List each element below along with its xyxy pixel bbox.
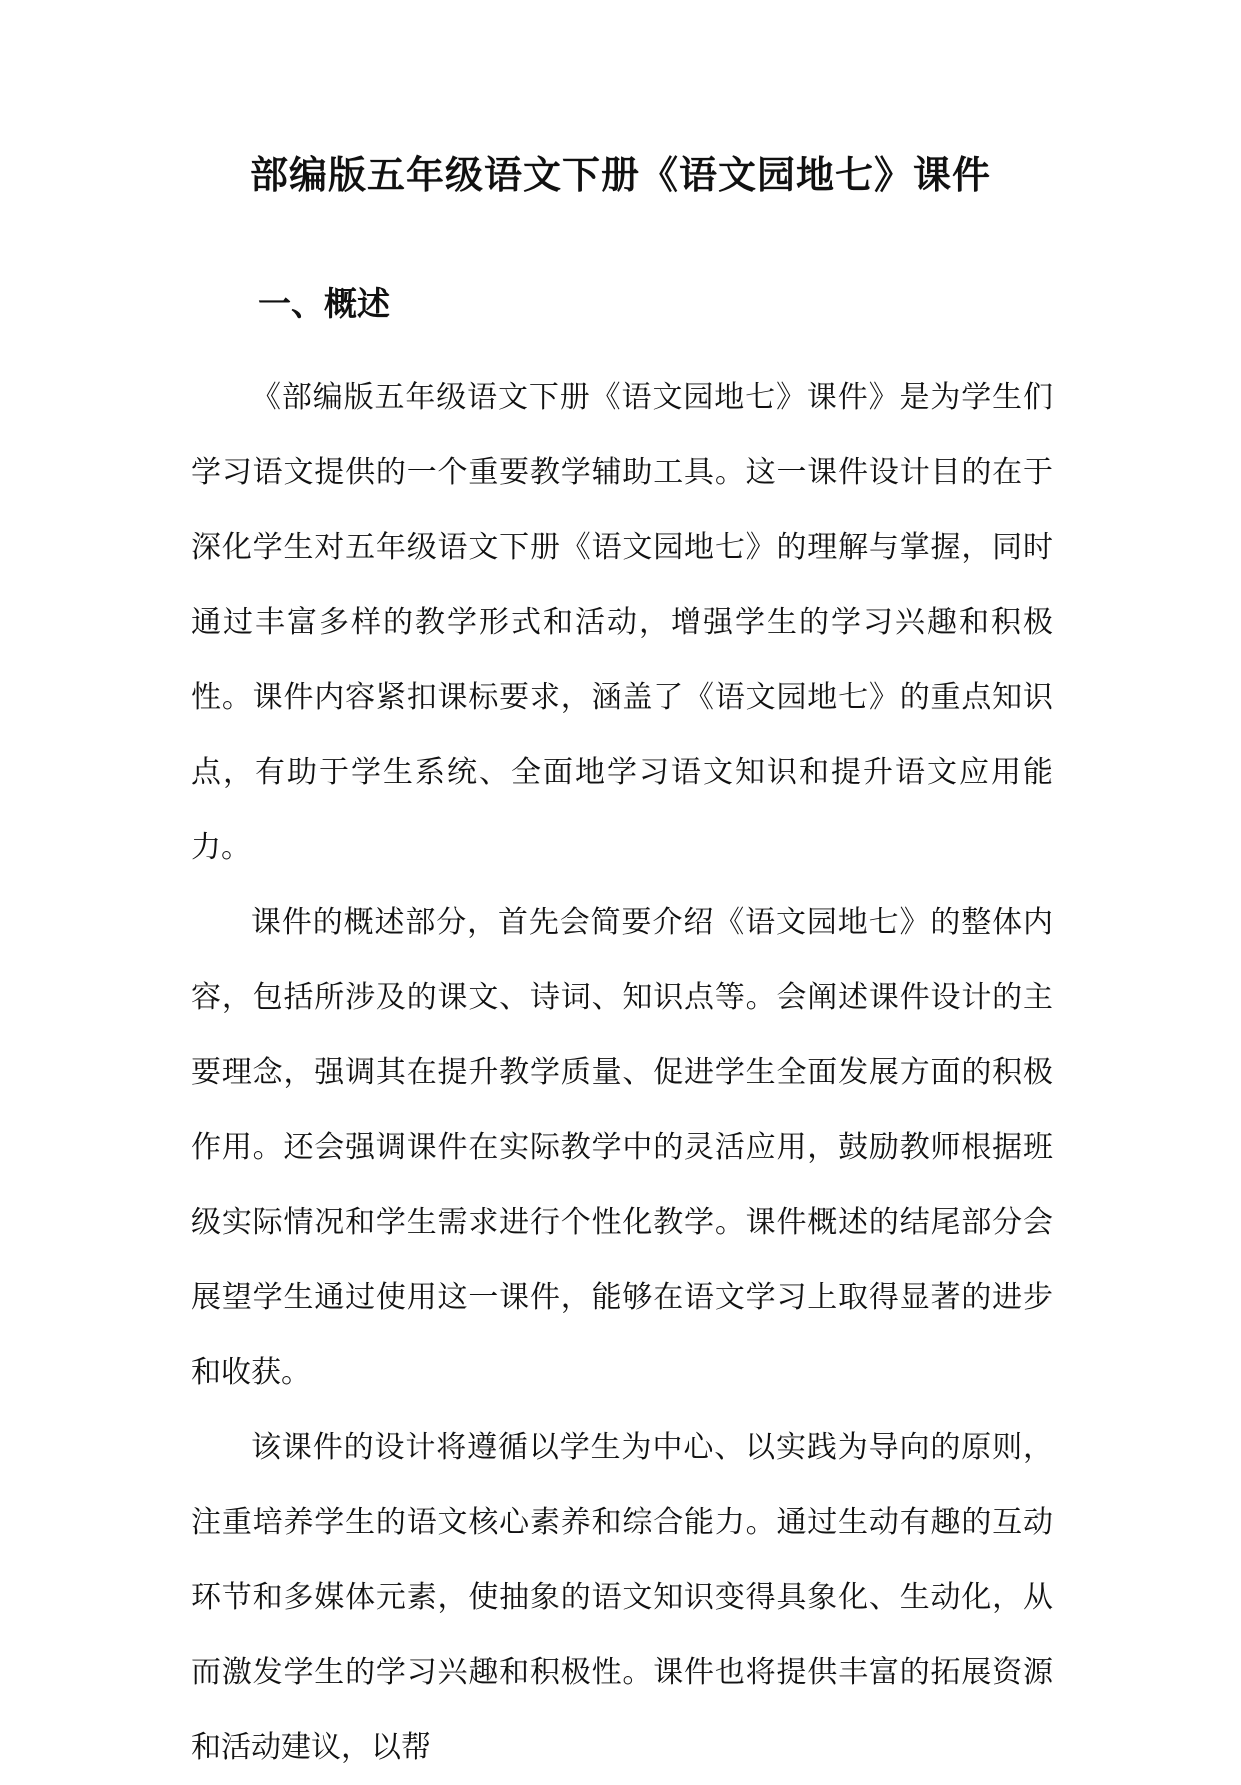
paragraph: 该课件的设计将遵循以学生为中心、以实践为导向的原则，注重培养学生的语文核心素养和综合能力。通过生动有趣的互动环节和多媒体元素，使抽象的语文知识变得具象化、生动化，从而激发学生的学习兴趣和积极性。课件也将提供丰富的拓展资源和活动建议，以帮 xyxy=(191,1430,1053,1765)
paragraph: 课件的概述部分，首先会简要介绍《语文园地七》的整体内容，包括所涉及的课文、诗词、知识点等。会阐述课件设计的主要理念，强调其在提升教学质量、促进学生全面发展方面的积极作用。还会强调课件在实际教学中的灵活应用，鼓励教师根据班级实际情况和学生需求进行个性化教学。课件概述的结尾部分会展望学生通过使用这一课件，能够在语文学习上取得显著的进步和收获。 xyxy=(191,905,1053,1390)
paragraph: 《部编版五年级语文下册《语文园地七》课件》是为学生们学习语文提供的一个重要教学辅助工具。这一课件设计目的在于深化学生对五年级语文下册《语文园地七》的理解与掌握，同时通过丰富多样的教学形式和活动，增强学生的学习兴趣和积极性。课件内容紧扣课标要求，涵盖了《语文园地七》的重点知识点，有助于学生系统、全面地学习语文知识和提升语文应用能力。 xyxy=(191,380,1053,865)
document-body xyxy=(191,360,1053,1785)
section-heading: 一、概述 xyxy=(258,284,390,323)
document-title: 部编版五年级语文下册《语文园地七》课件 xyxy=(249,152,991,197)
